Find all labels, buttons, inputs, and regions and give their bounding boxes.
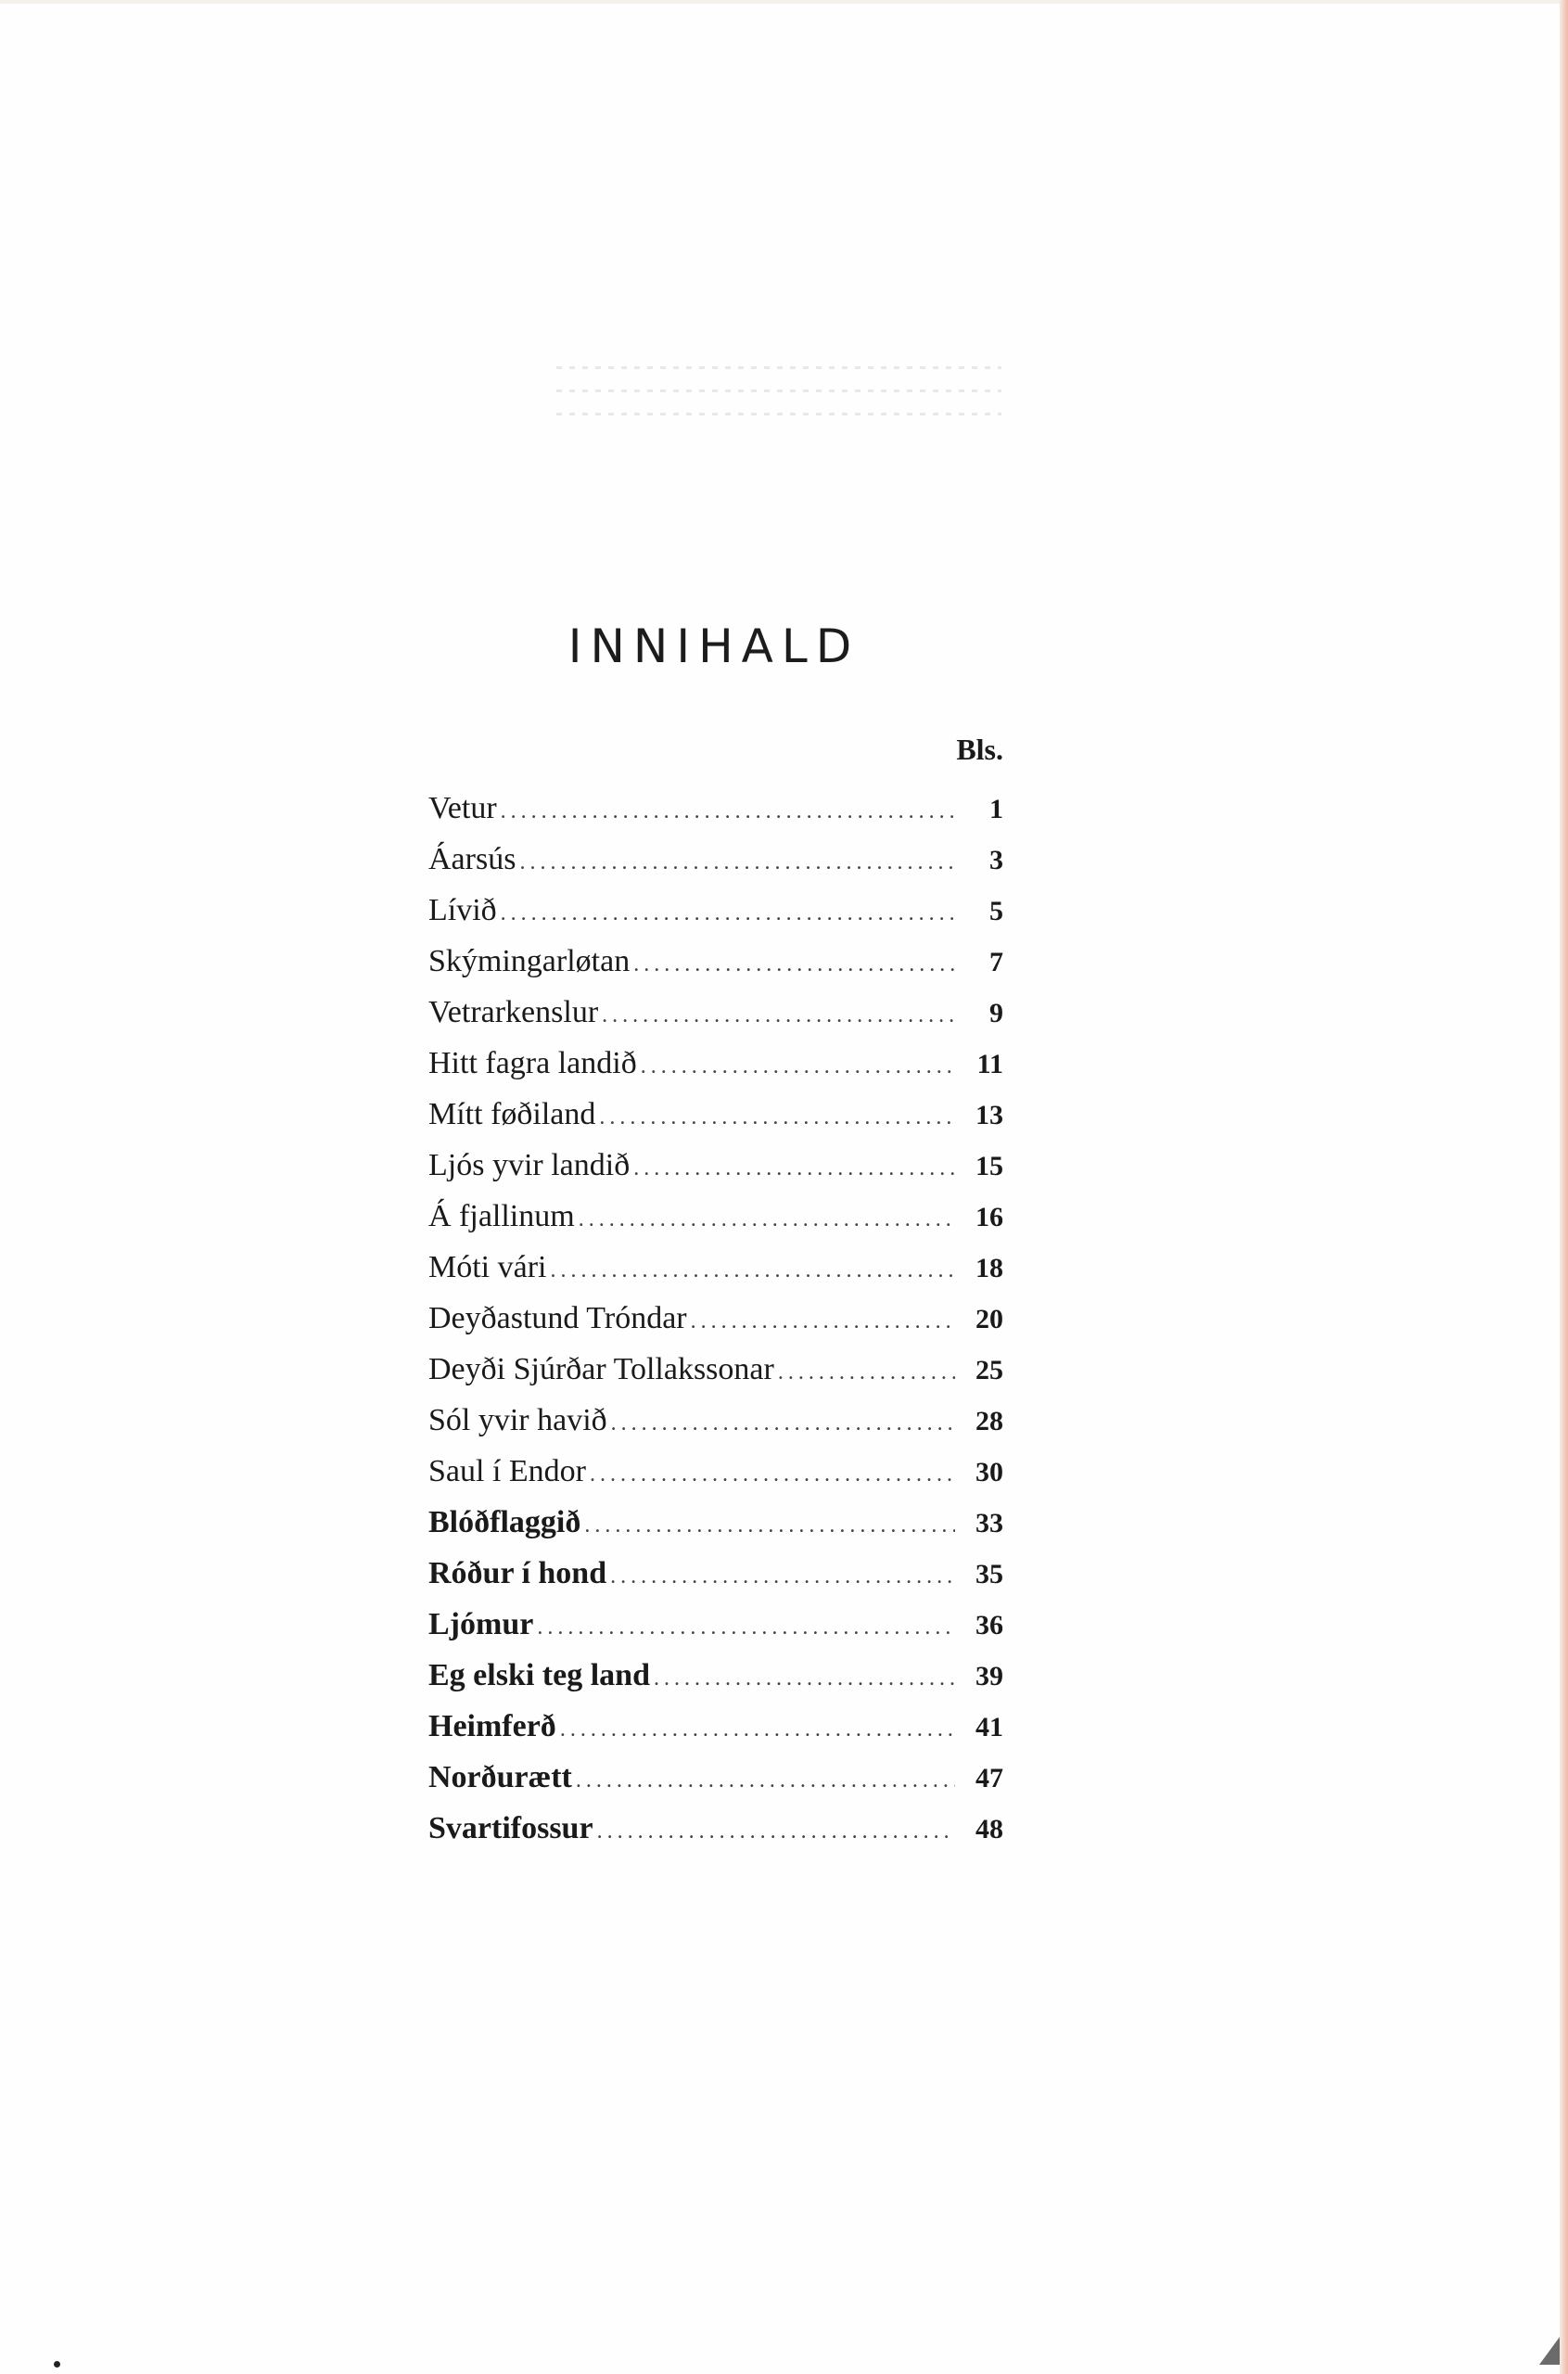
toc-entry-page: 7 — [989, 947, 1003, 977]
toc-entry — [428, 1599, 1003, 1650]
toc-entry-page: 5 — [989, 896, 1003, 926]
toc-entry — [428, 1038, 1003, 1089]
dot-leader — [597, 1806, 955, 1857]
dot-leader — [633, 1143, 955, 1194]
toc-entry-title: Mítt føðiland — [428, 1097, 596, 1131]
toc-entry — [428, 1293, 1003, 1344]
toc-entry — [428, 1191, 1003, 1242]
toc-entry-title: Ljós yvir landið — [428, 1148, 631, 1182]
toc-entry-title: Vetrarkenslur — [428, 995, 599, 1029]
toc-entry-title: Lívið — [428, 893, 497, 927]
toc-entry-page: 18 — [975, 1253, 1003, 1283]
corner-fold-mark — [1539, 2337, 1560, 2365]
toc-entry — [428, 1242, 1003, 1293]
toc-entry-page: 11 — [976, 1049, 1003, 1079]
dot-leader — [611, 1398, 955, 1449]
toc-entry-title: Norðurætt — [428, 1760, 572, 1794]
dot-leader — [633, 939, 955, 990]
toc-entry-page: 13 — [975, 1100, 1003, 1130]
toc-entry — [428, 1446, 1003, 1497]
table-of-contents — [428, 731, 1003, 1854]
toc-entry — [428, 1803, 1003, 1854]
toc-entry — [428, 987, 1003, 1038]
toc-entry-page: 25 — [975, 1355, 1003, 1385]
toc-entry-title: Móti vári — [428, 1250, 547, 1284]
toc-entry-page: 36 — [975, 1610, 1003, 1640]
toc-entry — [428, 1089, 1003, 1140]
toc-entry-title: Blóðflaggið — [428, 1505, 581, 1539]
toc-entry-title: Áarsús — [428, 842, 516, 876]
toc-entry-page: 39 — [975, 1661, 1003, 1691]
toc-entry-page: 30 — [975, 1457, 1003, 1487]
toc-entry-page: 3 — [989, 845, 1003, 875]
dot-leader — [590, 1449, 955, 1500]
toc-entry — [428, 1344, 1003, 1395]
toc-entry-title: Deyðastund Tróndar — [428, 1301, 687, 1335]
toc-entry-title: Á fjallinum — [428, 1199, 575, 1233]
toc-entry-page: 9 — [989, 998, 1003, 1028]
toc-entry-title: Vetur — [428, 791, 497, 825]
toc-entry-title: Ljómur — [428, 1607, 534, 1641]
toc-entry-title: Eg elski teg land — [428, 1658, 650, 1692]
dot-leader — [501, 786, 955, 837]
toc-entry — [428, 1395, 1003, 1446]
toc-entry — [428, 1548, 1003, 1599]
dot-leader — [579, 1194, 955, 1245]
dot-leader — [610, 1551, 955, 1602]
dot-leader — [778, 1347, 955, 1398]
toc-entry-page: 20 — [975, 1304, 1003, 1334]
dot-leader — [599, 1092, 955, 1143]
toc-entry — [428, 1497, 1003, 1548]
toc-entry-page: 15 — [975, 1151, 1003, 1181]
toc-entry-page: 33 — [975, 1508, 1003, 1538]
dot-leader — [550, 1245, 955, 1296]
bleed-through-text — [556, 366, 1001, 468]
toc-entry — [428, 834, 1003, 885]
page-edge-shadow — [1560, 0, 1568, 2374]
toc-entry-page: 47 — [975, 1763, 1003, 1793]
ink-speck — [54, 2361, 60, 2368]
contents-heading: INNIHALD — [567, 619, 860, 673]
toc-entry-title: Saul í Endor — [428, 1454, 586, 1488]
toc-entry-title: Sól yvir havið — [428, 1403, 607, 1437]
dot-leader — [501, 888, 955, 939]
toc-entry-page: 1 — [989, 794, 1003, 824]
page-top-edge — [0, 0, 1568, 4]
toc-entry — [428, 783, 1003, 834]
toc-entry — [428, 1140, 1003, 1191]
toc-entry — [428, 1752, 1003, 1803]
dot-leader — [602, 990, 955, 1041]
dot-leader — [691, 1296, 955, 1347]
dot-leader — [537, 1602, 955, 1653]
toc-entry — [428, 936, 1003, 987]
dot-leader — [584, 1500, 955, 1551]
toc-entry-page: 35 — [975, 1559, 1003, 1589]
page-column-label: Bls. — [956, 733, 1003, 766]
toc-entry-page: 28 — [975, 1406, 1003, 1436]
toc-entry-title: Deyði Sjúrðar Tollakssonar — [428, 1352, 774, 1386]
dot-leader — [641, 1041, 955, 1092]
toc-entry-title: Hitt fagra landið — [428, 1046, 637, 1080]
toc-entry — [428, 1650, 1003, 1701]
toc-entry-page: 41 — [975, 1712, 1003, 1742]
toc-entry-title: Svartifossur — [428, 1811, 593, 1845]
dot-leader — [654, 1653, 955, 1704]
toc-entry — [428, 885, 1003, 936]
toc-entry-title: Heimferð — [428, 1709, 556, 1743]
toc-entry-title: Skýmingarløtan — [428, 944, 631, 978]
toc-entry-page: 48 — [975, 1814, 1003, 1844]
dot-leader — [560, 1704, 955, 1755]
toc-entry — [428, 1701, 1003, 1752]
dot-leader — [519, 837, 955, 888]
dot-leader — [576, 1755, 955, 1806]
toc-entry-title: Róður í hond — [428, 1556, 607, 1590]
toc-entry-page: 16 — [975, 1202, 1003, 1232]
